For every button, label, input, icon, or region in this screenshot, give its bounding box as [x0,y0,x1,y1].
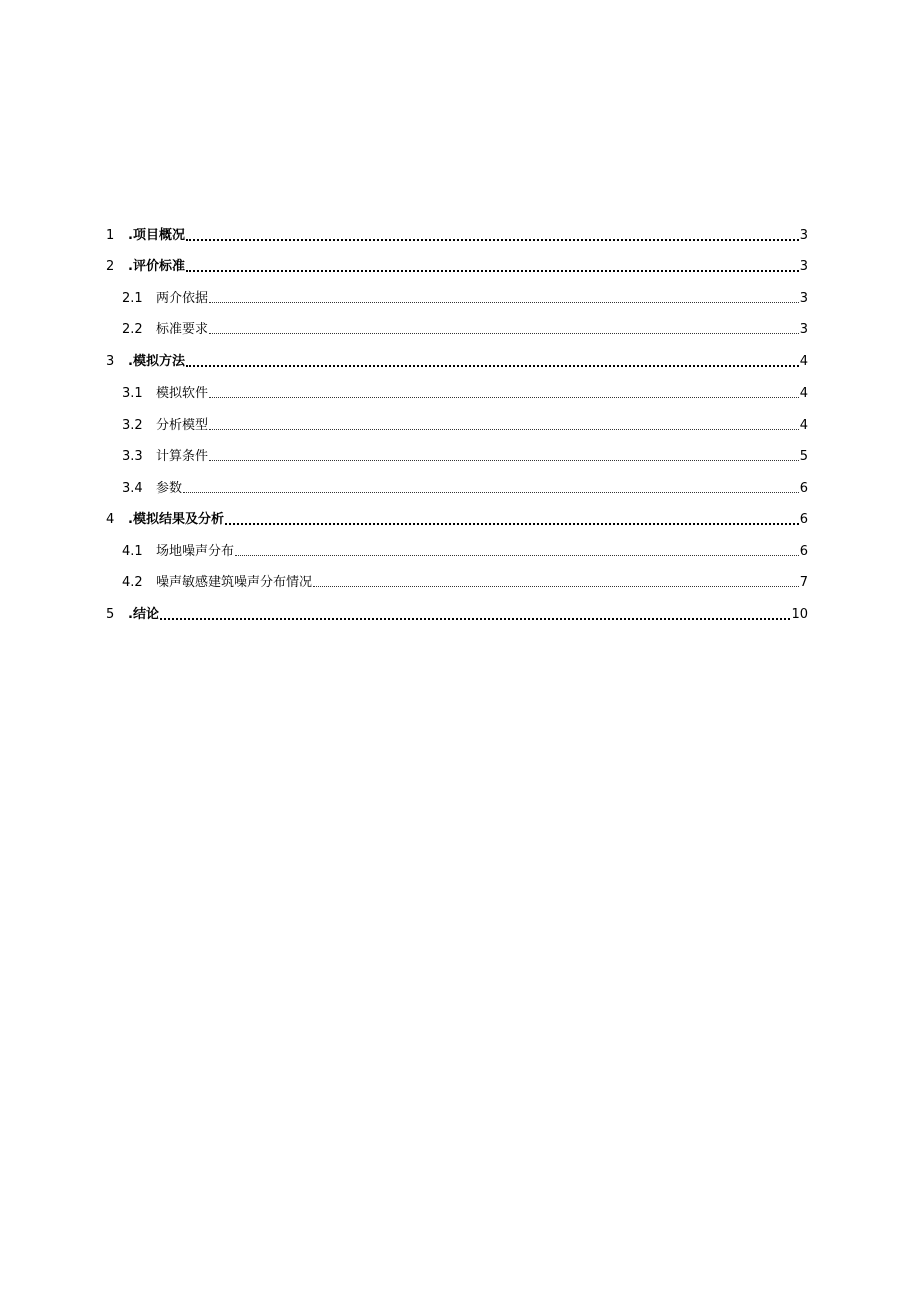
toc-title: .项目概况 [128,228,185,243]
toc-page-number: 3 [799,322,808,337]
toc-title: 分析模型 [156,418,209,433]
toc-page-number: 10 [791,607,808,622]
toc-number: 1 [106,228,115,243]
dot-leader [186,270,799,272]
toc-title: 两介依据 [156,291,209,306]
toc-title: 模拟软件 [156,386,209,401]
dot-leader [209,302,799,303]
toc-entry-1[interactable] [106,224,808,244]
toc-number: 3 [106,354,115,369]
toc-title: 标准要求 [156,322,209,337]
toc-title: 噪声敏感建筑噪声分布情况 [156,575,313,590]
dot-leader [186,239,799,241]
toc-number: 3.1 [122,386,143,401]
toc-title: .评价标准 [128,259,185,274]
toc-page-number: 4 [799,354,808,369]
toc-number: 2.2 [122,322,143,337]
toc-entry-4-2[interactable] [122,571,808,591]
toc-number: 4 [106,512,115,527]
toc-title: 计算条件 [156,449,209,464]
toc-entry-3-1[interactable] [122,382,808,402]
dot-leader [313,586,799,587]
toc-page-number: 4 [799,386,808,401]
toc-entry-3-2[interactable] [122,414,808,434]
toc-entry-4[interactable] [106,508,808,528]
toc-page-number: 3 [799,259,808,274]
toc-page-number: 3 [799,228,808,243]
dot-leader [209,397,799,398]
dot-leader [209,333,799,334]
dot-leader [225,523,799,525]
toc-number: 4.2 [122,575,143,590]
dot-leader [183,492,799,493]
toc-title: 场地噪声分布 [156,544,235,559]
toc-title: .模拟方法 [128,354,185,369]
dot-leader [160,618,791,620]
toc-page-number: 6 [799,481,808,496]
toc-number: 3.4 [122,481,143,496]
toc-number: 2 [106,259,115,274]
toc-number: 3.3 [122,449,143,464]
toc-number: 2.1 [122,291,143,306]
toc-entry-5[interactable] [106,603,808,623]
toc-page-number: 6 [799,512,808,527]
toc-page-number: 6 [799,544,808,559]
toc-title: 参数 [156,481,183,496]
toc-entry-4-1[interactable] [122,540,808,560]
dot-leader [235,555,799,556]
toc-number: 3.2 [122,418,143,433]
toc-title: .模拟结果及分析 [128,512,224,527]
toc-number: 4.1 [122,544,143,559]
toc-number: 5 [106,607,115,622]
toc-entry-3-4[interactable] [122,477,808,497]
toc-entry-2[interactable] [106,255,808,275]
dot-leader [186,365,799,367]
toc-title: .结论 [128,607,159,622]
toc-entry-3-3[interactable] [122,445,808,465]
dot-leader [209,460,799,461]
toc-page-number: 4 [799,418,808,433]
toc-entry-3[interactable] [106,350,808,370]
toc-page-number: 5 [799,449,808,464]
toc-entry-2-1[interactable] [122,287,808,307]
toc-page-number: 7 [799,575,808,590]
toc-entry-2-2[interactable] [122,318,808,338]
dot-leader [209,429,799,430]
toc-page-number: 3 [799,291,808,306]
